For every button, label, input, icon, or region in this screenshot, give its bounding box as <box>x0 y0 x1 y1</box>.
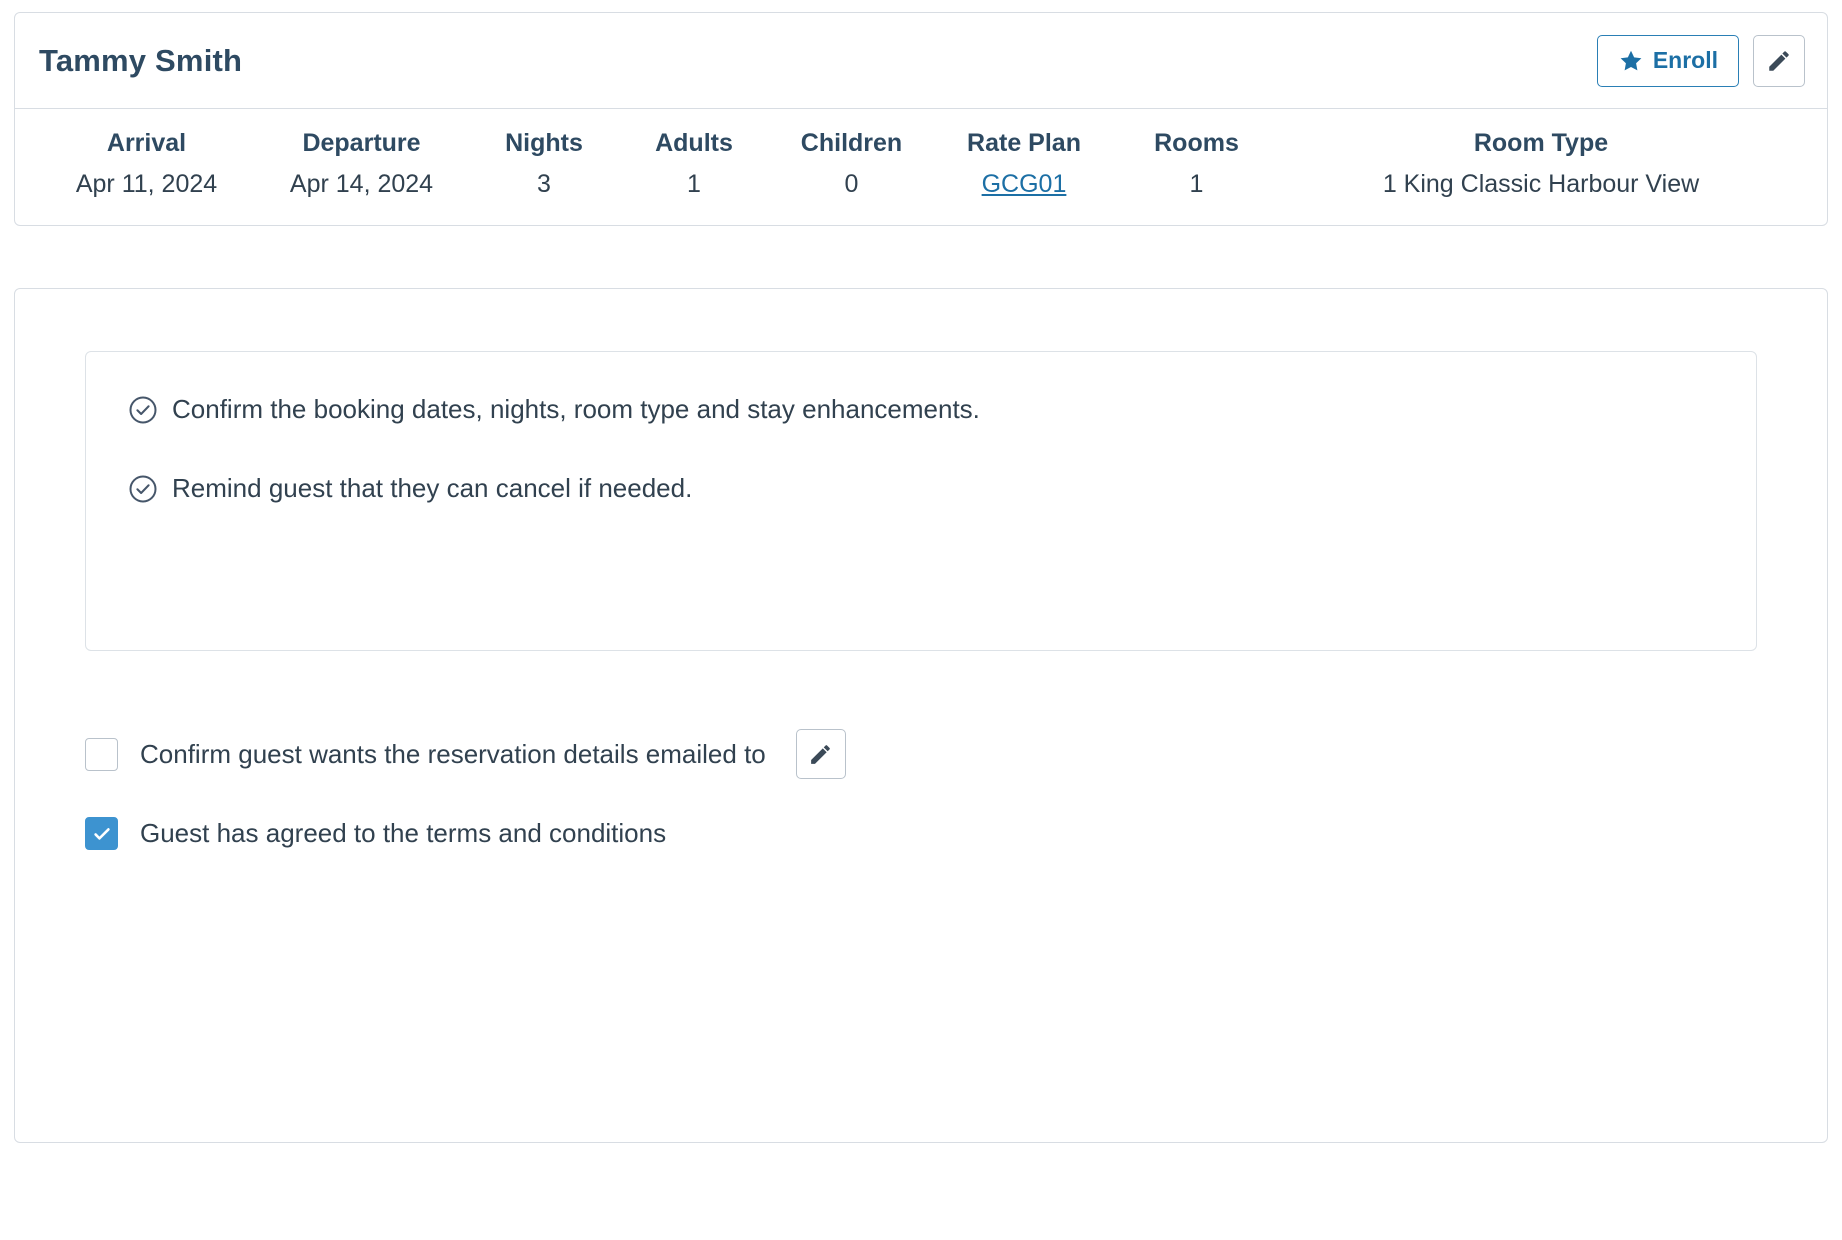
detail-room-type-label: Room Type <box>1473 129 1609 157</box>
detail-room-type <box>1279 129 1803 199</box>
reminders-box <box>85 351 1757 651</box>
enroll-button-label: Enroll <box>1652 47 1718 73</box>
checkbox-terms-agreed-label: Guest has agreed to the terms and conditions <box>140 818 667 848</box>
detail-arrival <box>39 129 254 199</box>
reminder-text: Remind guest that they can cancel if needed. <box>172 473 693 503</box>
reminder-item <box>86 394 1756 425</box>
detail-adults-value: 1 <box>687 170 701 198</box>
star-icon <box>1618 48 1644 74</box>
detail-nights-value: 3 <box>537 170 551 198</box>
checkbox-email-details-label: Confirm guest wants the reservation details emailed to <box>140 738 766 769</box>
reservation-header <box>15 13 1827 109</box>
detail-rooms-value: 1 <box>1189 170 1204 198</box>
reminder-item <box>86 473 1756 504</box>
confirmation-checkbox-list <box>85 729 1757 850</box>
detail-rate-plan <box>934 129 1114 199</box>
detail-departure-label: Departure <box>302 129 421 157</box>
edit-email-button[interactable] <box>796 729 846 779</box>
detail-children-label: Children <box>800 129 903 157</box>
checkmark-icon <box>91 823 113 845</box>
detail-rate-plan-value <box>982 170 1067 199</box>
reservation-details-table <box>15 109 1827 225</box>
check-circle-icon <box>128 395 158 425</box>
detail-rooms <box>1114 129 1279 199</box>
enroll-button[interactable] <box>1597 35 1739 87</box>
checkbox-row-terms <box>85 817 1757 850</box>
detail-departure-value: Apr 14, 2024 <box>289 170 434 198</box>
checkbox-terms-agreed[interactable] <box>85 817 118 850</box>
detail-children-value: 0 <box>844 170 859 198</box>
pencil-icon <box>1766 48 1792 74</box>
detail-arrival-label: Arrival <box>106 129 187 157</box>
task-card <box>14 288 1828 1143</box>
detail-arrival-value: Apr 11, 2024 <box>75 170 218 198</box>
pencil-icon <box>808 742 833 767</box>
detail-departure <box>254 129 469 199</box>
reminder-text: Confirm the booking dates, nights, room type and stay enhancements. <box>172 394 980 424</box>
detail-rooms-label: Rooms <box>1154 129 1239 157</box>
checkbox-email-details[interactable] <box>85 738 118 771</box>
detail-nights <box>469 129 619 199</box>
detail-rate-plan-label: Rate Plan <box>967 129 1081 157</box>
rate-plan-link[interactable]: GCG01 <box>981 170 1067 198</box>
check-circle-icon <box>128 474 158 504</box>
checkbox-row-email-details <box>85 729 1757 779</box>
detail-nights-label: Nights <box>505 129 583 157</box>
reservation-summary-card <box>14 12 1828 226</box>
detail-adults <box>619 129 769 199</box>
detail-adults-label: Adults <box>655 129 733 157</box>
guest-name: Tammy Smith <box>39 42 243 78</box>
detail-room-type-value: 1 King Classic Harbour View <box>1382 170 1700 198</box>
detail-children <box>769 129 934 199</box>
header-actions <box>1597 35 1805 87</box>
edit-reservation-button[interactable] <box>1753 35 1805 87</box>
